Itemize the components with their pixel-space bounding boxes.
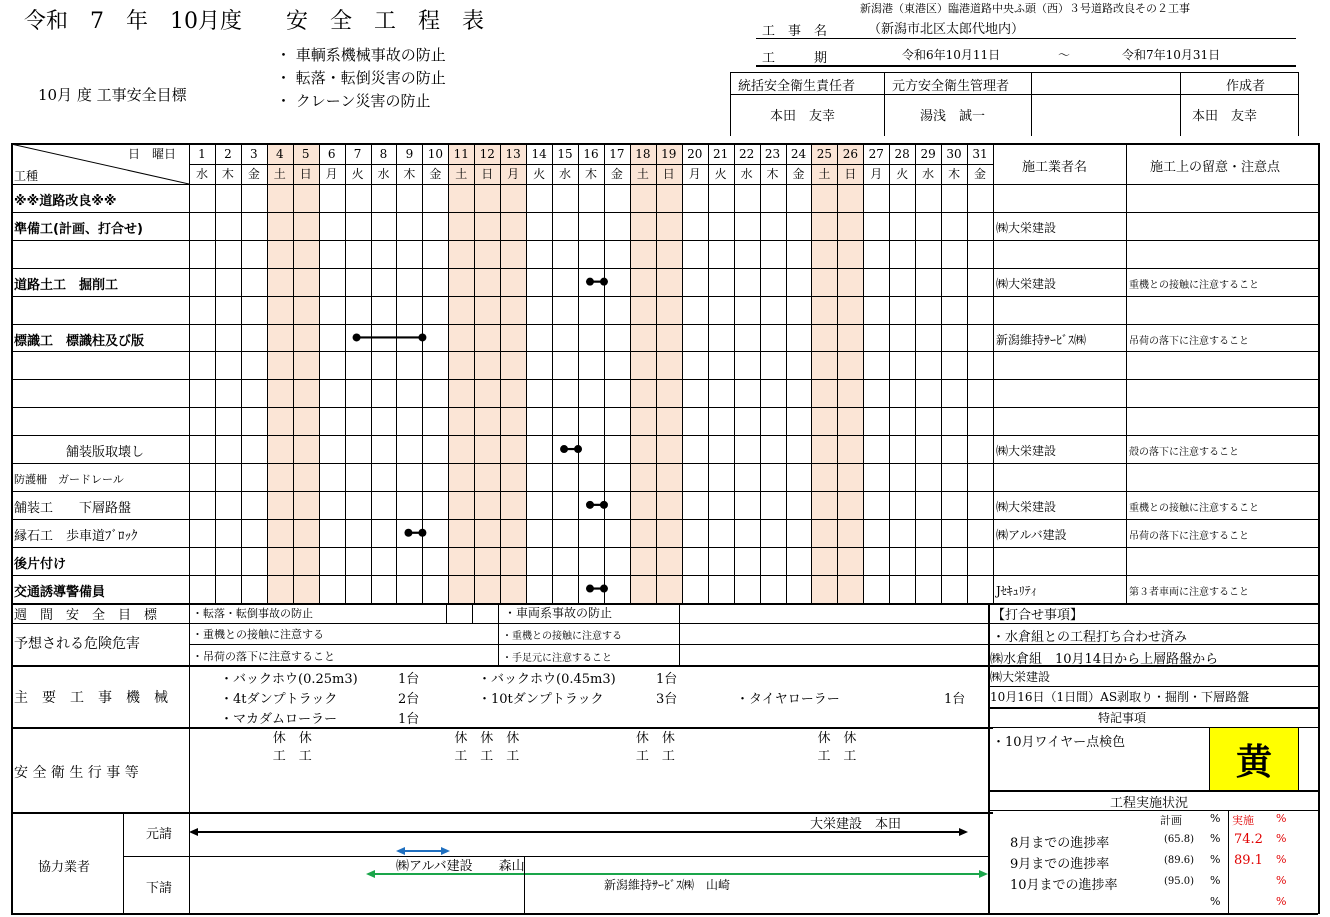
machine-qty: 3台	[656, 692, 678, 707]
holiday-kyu-mark: 休	[506, 731, 520, 746]
grid-line	[988, 686, 1318, 687]
monthly-goal-label: 10月 度 工事安全目標	[38, 86, 187, 104]
day-number: 24	[790, 147, 807, 161]
schedule-bar-endpoint	[586, 278, 594, 286]
holiday-ko-mark: 工	[506, 749, 520, 764]
schedule-bar-endpoint	[600, 278, 608, 286]
day-number: 21	[713, 147, 729, 161]
sig-name-manager: 湯浅 誠一	[920, 109, 986, 124]
grid-line	[679, 603, 680, 666]
weekday-label: 木	[403, 167, 416, 181]
weekday-label: 水	[922, 167, 935, 181]
progress-actual-value: 74.2	[1234, 832, 1263, 847]
holiday-kyu-mark: 休	[454, 731, 468, 746]
progress-plan-pct: %	[1210, 832, 1221, 845]
period-start: 令和6年10月11日	[902, 48, 1001, 62]
contractor-name: ㈱大栄建設	[995, 220, 1056, 235]
sig-name-author: 本田 友幸	[1192, 109, 1258, 124]
grid-line	[189, 644, 993, 645]
weekday-label: 日	[844, 167, 857, 181]
holiday-ko-mark: 工	[817, 749, 831, 764]
progress-actual-pct: %	[1276, 812, 1287, 825]
holiday-kyu-mark: 休	[661, 731, 675, 746]
grid-line	[498, 603, 499, 666]
work-row-label: 道路土工 掘削工	[14, 277, 119, 293]
weekday-label: 火	[714, 167, 727, 181]
day-number: 5	[301, 147, 310, 161]
meeting-line: ・水倉組との工程打ち合わせ済み	[992, 630, 1188, 645]
schedule-bar-endpoint	[404, 529, 412, 537]
weekday-label: 金	[610, 167, 623, 181]
grid-line	[988, 727, 1318, 728]
holiday-ko-mark: 工	[661, 749, 675, 764]
progress-plan-pct: %	[1210, 812, 1221, 825]
weekday-label: 水	[377, 167, 390, 181]
grid-line	[988, 810, 1318, 811]
weekly-goal-item: ・転落・転倒事故の防止	[192, 607, 313, 620]
grid-line	[988, 603, 990, 914]
day-number: 19	[661, 147, 677, 161]
holiday-ko-mark: 工	[454, 749, 468, 764]
progress-plan-header: 計画	[1160, 814, 1182, 827]
work-row-label: 舗装工 下層路盤	[14, 500, 132, 516]
weekly-goal-item: ・車両系事故の防止	[504, 606, 613, 620]
holiday-kyu-mark: 休	[843, 731, 857, 746]
schedule-bar-endpoint	[586, 501, 594, 509]
caution-note: 吊荷の落下に注意すること	[1129, 335, 1249, 347]
safety-events-label: 安 全 衛 生 行 事 等	[14, 765, 139, 781]
corner-day-label: 日 曜日	[128, 147, 177, 161]
weekday-label: 土	[636, 167, 649, 181]
day-number: 25	[816, 147, 833, 161]
day-number: 14	[531, 147, 547, 161]
contractor-column-header: 施工業者名	[1022, 160, 1088, 175]
page-title: 令和 7 年 10月度 安 全 工 程 表	[24, 9, 484, 34]
caution-note: 殻の落下に注意すること	[1129, 447, 1239, 459]
schedule-bar-endpoint	[586, 585, 594, 593]
contractor-name: ㈱大栄建設	[995, 276, 1056, 291]
notes-line: ・10月ワイヤー点検色	[992, 735, 1126, 750]
weekday-label: 金	[429, 167, 442, 181]
grid-line	[11, 812, 993, 814]
progress-plan-pct: %	[1210, 853, 1221, 866]
work-row-label: 標識工 標識柱及び版	[14, 333, 145, 349]
machine-qty: 1台	[398, 672, 420, 687]
grid-line	[988, 623, 1318, 624]
day-number: 9	[405, 147, 414, 161]
weekday-label: 水	[195, 167, 208, 181]
holiday-kyu-mark: 休	[298, 731, 312, 746]
work-row-label: 準備工(計画、打合せ)	[14, 221, 143, 237]
weekday-label: 月	[688, 167, 701, 181]
grid-line	[988, 790, 1318, 792]
day-number: 6	[327, 147, 336, 161]
day-number: 1	[198, 147, 206, 161]
goal-item: ・ 車輌系機械事故の防止	[276, 46, 446, 64]
caution-column-header: 施工上の留意・注意点	[1150, 160, 1281, 175]
day-number: 8	[379, 147, 388, 161]
day-number: 28	[894, 147, 910, 161]
work-row-label: ※※道路改良※※	[14, 194, 117, 209]
weekday-label: 土	[818, 167, 831, 181]
schedule-bar-endpoint	[560, 445, 568, 453]
grid-line	[1228, 810, 1229, 913]
day-number: 31	[972, 147, 988, 161]
day-number: 18	[635, 147, 651, 161]
prime-contractor-label: 元請	[146, 827, 173, 842]
machine-qty: 2台	[398, 692, 420, 707]
work-row-label: 交通誘導警備員	[14, 584, 106, 600]
caution-note: 吊荷の落下に注意すること	[1129, 530, 1249, 542]
contractor-name: 新潟維持ｻｰﾋﾞｽ㈱	[995, 332, 1086, 347]
holiday-kyu-mark: 休	[272, 731, 286, 746]
work-row-label: 後片付け	[14, 556, 67, 572]
day-number: 22	[738, 147, 755, 161]
day-number: 29	[920, 147, 936, 161]
grid-line	[988, 644, 1318, 645]
day-number: 20	[687, 147, 703, 161]
work-row-label: 舗装版取壊し	[14, 445, 145, 461]
sig-name-general: 本田 友幸	[770, 109, 836, 124]
machines-label: 主 要 工 事 機 械	[14, 690, 168, 706]
weekday-label: 火	[351, 167, 364, 181]
progress-plan-value: (65.8)	[1164, 834, 1195, 845]
progress-actual-header: 実施	[1232, 814, 1254, 827]
meeting-line: 10月16日（1日間）AS剥取り・掘削・下層路盤	[990, 690, 1250, 704]
caution-note: 重機との接触に注意すること	[1129, 279, 1259, 291]
schedule-bar-endpoint	[353, 333, 361, 341]
sig-header-general: 統括安全衛生責任者	[738, 79, 856, 94]
goal-item: ・ 転落・転倒災害の防止	[276, 69, 446, 87]
day-number: 3	[250, 147, 258, 161]
progress-actual-value: 89.1	[1234, 853, 1263, 868]
holiday-kyu-mark: 休	[480, 731, 494, 746]
schedule-bar-endpoint	[600, 501, 608, 509]
notes-title: 特記事項	[1098, 711, 1147, 725]
machine-item: ・マカダムローラー	[220, 712, 338, 727]
progress-row-label: 10月までの進捗率	[1010, 878, 1118, 893]
weekday-label: 月	[507, 167, 520, 181]
hazard-item: ・重機との接触に注意する	[502, 631, 622, 642]
grid-line	[524, 856, 525, 913]
day-number: 15	[557, 147, 573, 161]
contractor-name: ㈱アルバ建設	[995, 527, 1067, 542]
holiday-ko-mark: 工	[635, 749, 649, 764]
schedule-bar-endpoint	[574, 445, 582, 453]
period-end: 令和7年10月31日	[1122, 48, 1221, 62]
grid-line	[189, 603, 190, 914]
project-name-line1: 新潟港（東港区）臨港道路中央ふ頭（西）３号道路改良その２工事	[860, 2, 1190, 15]
day-number: 26	[842, 147, 858, 161]
hazard-item: ・手足元に注意すること	[502, 653, 612, 664]
sub-contractor-niigata: 新潟維持ｻｰﾋﾞｽ㈱ 山崎	[604, 878, 731, 892]
day-number: 27	[868, 147, 884, 161]
holiday-ko-mark: 工	[272, 749, 286, 764]
progress-actual-pct: %	[1276, 895, 1287, 908]
meeting-line: ㈱大栄建設	[990, 670, 1051, 684]
weekday-label: 金	[247, 167, 260, 181]
progress-title: 工程実施状況	[1110, 796, 1189, 811]
weekday-label: 木	[221, 167, 234, 181]
sub-contractor-label: 下請	[146, 881, 173, 896]
day-number: 11	[453, 147, 469, 161]
progress-row-label: 9月までの進捗率	[1010, 857, 1110, 872]
machine-item: ・バックホウ(0.25m3)	[220, 672, 358, 687]
grid-line	[123, 856, 989, 857]
day-number: 7	[353, 147, 362, 161]
meeting-line: ㈱水倉組 10月14日から上層路盤から	[990, 652, 1219, 667]
holiday-ko-mark: 工	[480, 749, 494, 764]
wire-color-badge: 黄	[1209, 727, 1299, 791]
grid-line	[123, 812, 124, 913]
work-row-label: 縁石工 歩車道ﾌﾞﾛｯｸ	[14, 528, 138, 544]
schedule-bar-endpoint	[600, 585, 608, 593]
weekly-goal-label: 週 間 安 全 目 標	[14, 608, 158, 623]
work-row-label: 防護柵 ガードレール	[14, 473, 124, 486]
sub-contractor-alba-arrow-head	[441, 847, 450, 855]
grid-line	[472, 603, 473, 624]
grid-line	[11, 665, 1318, 667]
prime-contractor-arrow-head	[189, 828, 198, 836]
progress-plan-pct: %	[1210, 874, 1221, 887]
sub-contractor-alba: ㈱アルバ建設 森山	[396, 859, 525, 874]
weekday-label: 木	[584, 167, 597, 181]
progress-row-label: 8月までの進捗率	[1010, 836, 1110, 851]
day-number: 23	[764, 147, 781, 161]
grid-line	[11, 623, 993, 624]
schedule-bar-endpoint	[418, 333, 426, 341]
grid-line	[988, 707, 1318, 709]
holiday-ko-mark: 工	[298, 749, 312, 764]
hazard-item: ・吊荷の落下に注意すること	[192, 650, 335, 663]
progress-actual-pct: %	[1276, 832, 1287, 845]
weekday-label: 水	[740, 167, 753, 181]
weekday-label: 金	[792, 167, 805, 181]
sig-header-manager: 元方安全衛生管理者	[892, 79, 1010, 94]
grid-line	[11, 727, 993, 729]
corner-work-label: 工種	[14, 169, 39, 183]
prime-contractor-name: 大栄建設 本田	[810, 817, 902, 832]
weekday-label: 日	[481, 167, 494, 181]
progress-plan-value: (95.0)	[1164, 876, 1195, 887]
day-number: 12	[479, 147, 495, 161]
hazard-item: ・重機との接触に注意する	[192, 628, 324, 641]
machine-item: ・タイヤローラー	[736, 692, 840, 707]
goal-item: ・ クレーン災害の防止	[276, 92, 431, 110]
caution-note: 重機との接触に注意すること	[1129, 502, 1259, 514]
weekday-label: 水	[559, 167, 572, 181]
progress-plan-value: (89.6)	[1164, 855, 1195, 866]
weekday-label: 日	[299, 167, 312, 181]
period-separator: ～	[1058, 48, 1071, 62]
meeting-title: 【打合せ事項】	[992, 608, 1084, 623]
machine-item: ・10tダンプトラック	[478, 692, 604, 707]
holiday-ko-mark: 工	[843, 749, 857, 764]
partners-label: 協力業者	[38, 860, 91, 875]
sig-header-author: 作成者	[1226, 79, 1266, 94]
caution-note: 第３者車両に注意すること	[1129, 586, 1249, 598]
weekday-label: 木	[766, 167, 779, 181]
weekday-label: 日	[662, 167, 675, 181]
weekday-label: 火	[533, 167, 546, 181]
day-number: 10	[427, 147, 443, 161]
machine-item: ・バックホウ(0.45m3)	[478, 672, 616, 687]
weekday-label: 金	[974, 167, 987, 181]
hazards-label: 予想される危険危害	[14, 636, 140, 652]
weekday-label: 土	[273, 167, 286, 181]
weekday-label: 月	[870, 167, 883, 181]
contractor-name: Jｾｷｭﾘﾃｨ	[995, 583, 1037, 598]
project-name-line2: （新潟市北区太郎代地内）	[868, 22, 1025, 37]
progress-actual-pct: %	[1276, 874, 1287, 887]
holiday-kyu-mark: 休	[635, 731, 649, 746]
holiday-kyu-mark: 休	[817, 731, 831, 746]
contractor-name: ㈱大栄建設	[995, 444, 1056, 459]
day-number: 17	[609, 147, 625, 161]
day-number: 2	[224, 147, 232, 161]
weekday-label: 木	[948, 167, 961, 181]
day-number: 4	[275, 147, 284, 161]
day-number: 13	[505, 147, 521, 161]
weekday-label: 土	[455, 167, 468, 181]
machine-qty: 1台	[398, 712, 420, 727]
machine-item: ・4tダンプトラック	[220, 692, 338, 707]
schedule-bar-endpoint	[418, 529, 426, 537]
day-number: 30	[946, 147, 962, 161]
day-number: 16	[583, 147, 599, 161]
period-label: 工 期	[762, 51, 828, 66]
weekday-label: 月	[325, 167, 338, 181]
prime-contractor-arrow-head	[959, 828, 968, 836]
machine-qty: 1台	[944, 692, 966, 707]
weekday-label: 火	[896, 167, 909, 181]
progress-plan-pct: %	[1210, 895, 1221, 908]
machine-qty: 1台	[656, 672, 678, 687]
sub-contractor-alba-arrow-head	[396, 847, 405, 855]
sub-contractor-niigata-arrow-head	[979, 870, 988, 878]
project-name-label: 工 事 名	[762, 24, 828, 39]
contractor-name: ㈱大栄建設	[995, 499, 1056, 514]
sub-contractor-niigata-arrow-head	[366, 870, 375, 878]
grid-line	[446, 603, 447, 624]
progress-actual-pct: %	[1276, 853, 1287, 866]
